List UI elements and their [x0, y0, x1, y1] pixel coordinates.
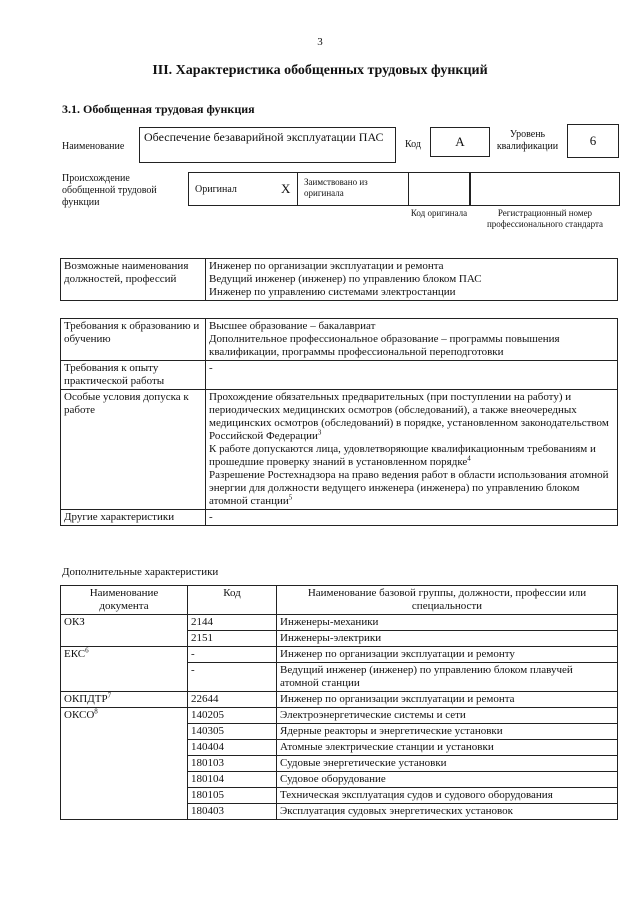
table-row [61, 647, 618, 663]
requirement-row [61, 361, 618, 390]
original-label: Оригинал [195, 184, 237, 195]
code-cell: 22644 [188, 692, 277, 708]
level-value: 6 [589, 133, 597, 148]
code-cell: 140404 [188, 740, 277, 756]
requirement-line: Разрешение Ростехнадзора на право ведения работ в области использования атомной энергии для должности ведущего инженера (инженера) по управлению блоком атомной станции$^5$ [209, 469, 609, 507]
code-cell: 2151 [188, 631, 277, 647]
requirement-row [61, 319, 618, 361]
doc-name: ЕКС$^6$ [61, 647, 188, 692]
positions-label: Возможные наименования должностей, профессий [61, 259, 206, 301]
name-box [139, 127, 396, 163]
footnote-ref: 3 [317, 428, 322, 437]
name-cell: Инженеры-механики [277, 615, 618, 631]
code-cell: 180104 [188, 772, 277, 788]
doc-name: ОКЗ [61, 615, 188, 647]
table-header-row [61, 586, 618, 615]
original-box [188, 172, 298, 206]
positions-list [206, 259, 618, 301]
column-header: Наименование документа [61, 586, 188, 615]
doc-name: ОКПДТР$^7$ [61, 692, 188, 708]
column-header: Наименование базовой группы, должности, профессии или специальности [277, 586, 618, 615]
subsection-title: 3.1. Обобщенная трудовая функция [62, 102, 255, 116]
code-cell: 180105 [188, 788, 277, 804]
name-label: Наименование [62, 141, 125, 152]
name-cell: Техническая эксплуатация судов и судового оборудования [277, 788, 618, 804]
code-value: А [455, 134, 465, 149]
requirement-value: - [206, 510, 618, 526]
name-value: Обеспечение безаварийной эксплуатации ПАС [144, 130, 384, 144]
code-cell: 180403 [188, 804, 277, 820]
requirement-line: Высшее образование – бакалавриат [209, 320, 376, 332]
requirement-label: Требования к образованию и обучению [61, 319, 206, 361]
requirement-row [61, 510, 618, 526]
borrowed-box [297, 172, 409, 206]
page-number: 3 [317, 36, 323, 48]
level-box [567, 124, 619, 158]
origin-label: Происхождение обобщенной трудовой функции [62, 173, 157, 208]
requirement-value: - [206, 361, 618, 390]
code-cell: 140305 [188, 724, 277, 740]
code-cell: - [188, 663, 277, 692]
borrowed-label: Заимствовано из оригинала [304, 177, 368, 198]
table-row [61, 708, 618, 724]
code-caption: Код оригинала [410, 208, 468, 218]
requirements-table [60, 318, 618, 526]
doc-name: ОКСО$^8$ [61, 708, 188, 820]
additional-table [60, 585, 618, 820]
code-cell: 2144 [188, 615, 277, 631]
reg-number-box [470, 172, 620, 206]
original-mark: X [281, 181, 291, 196]
additional-title: Дополнительные характеристики [62, 566, 219, 578]
requirement-label: Требования к опыту практической работы [61, 361, 206, 390]
table-row [61, 692, 618, 708]
name-cell: Электроэнергетические системы и сети [277, 708, 618, 724]
position-item: Ведущий инженер (инженер) по управлению блоком ПАС [209, 273, 482, 285]
position-item: Инженер по управлению системами электростанции [209, 286, 456, 298]
name-cell: Инженеры-электрики [277, 631, 618, 647]
requirement-value [206, 319, 618, 361]
code-label: Код [405, 139, 421, 150]
requirement-label: Другие характеристики [61, 510, 206, 526]
name-cell: Атомные электрические станции и установки [277, 740, 618, 756]
name-cell: Инженер по организации эксплуатации и ремонта [277, 692, 618, 708]
code-box [430, 127, 490, 157]
footnote-ref: 4 [467, 454, 471, 463]
requirement-line: К работе допускаются лица, удовлетворяющие квалификационным требованиям и прошедшие проверку знаний в установленном порядке$^4$ [209, 443, 596, 468]
position-item: Инженер по организации эксплуатации и ремонта [209, 260, 444, 272]
code-cell: 140205 [188, 708, 277, 724]
name-cell: Эксплуатация судовых энергетических установок [277, 804, 618, 820]
name-cell: Инженер по организации эксплуатации и ремонту [277, 647, 618, 663]
requirement-label: Особые условия допуска к работе [61, 390, 206, 510]
name-cell: Ведущий инженер (инженер) по управлению блоком плавучей атомной станции [277, 663, 618, 692]
reg-caption: Регистрационный номер профессионального стандарта [486, 208, 604, 229]
footnote-ref: 7 [107, 691, 112, 700]
positions-table [60, 258, 618, 301]
code-cell: 180103 [188, 756, 277, 772]
footnote-ref: 6 [85, 646, 89, 655]
footnote-ref: 8 [94, 707, 98, 716]
requirement-value [206, 390, 618, 510]
level-label: Уровень квалификации [496, 129, 559, 152]
requirement-line: Дополнительное профессиональное образование – программы повышения квалификации, программы профессиональной переподготовки [209, 333, 560, 358]
requirement-line: Прохождение обязательных предварительных (при поступлении на работу) и периодических медицинских осмотров (обследований), а также внеочередных медицинских осмотров (обследований) в порядке, установленном законодательством Российской Федерации$^3$ [209, 391, 609, 442]
original-code-box [408, 172, 470, 206]
footnote-ref: 5 [288, 493, 293, 502]
name-cell: Судовые энергетические установки [277, 756, 618, 772]
name-cell: Судовое оборудование [277, 772, 618, 788]
column-header: Код [188, 586, 277, 615]
requirement-row [61, 390, 618, 510]
name-cell: Ядерные реакторы и энергетические установки [277, 724, 618, 740]
table-row [61, 615, 618, 631]
code-cell: - [188, 647, 277, 663]
section-title: III. Характеристика обобщенных трудовых функций [152, 63, 488, 78]
